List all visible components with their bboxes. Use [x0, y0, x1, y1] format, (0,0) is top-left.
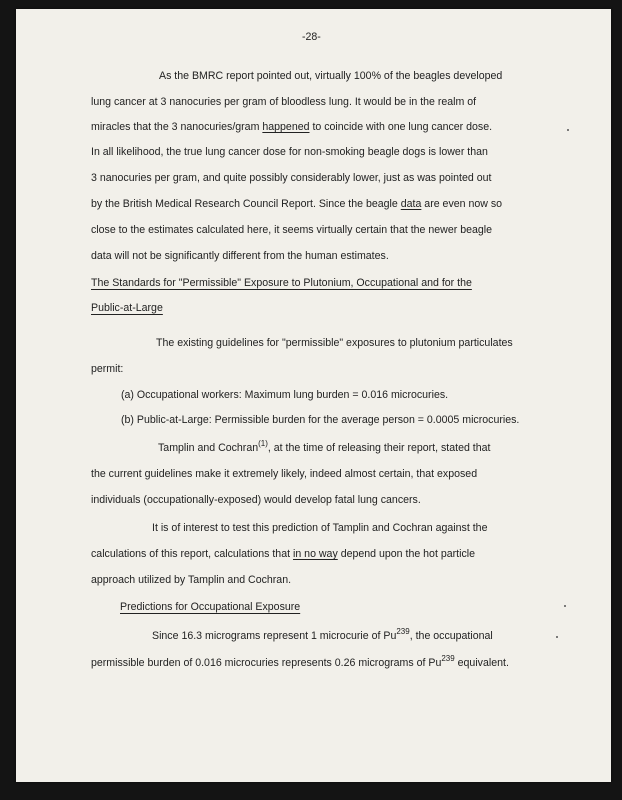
section-heading-standards-line2: Public-at-Large	[91, 302, 163, 314]
paragraph4-line1: It is of interest to test this prediction of Tamplin and Cochran against the	[152, 522, 488, 534]
paragraph5-line1	[152, 629, 493, 643]
text-segment: , the occupational	[409, 630, 493, 642]
text-segment: permissible burden of 0.016 microcuries represents 0.26 micrograms of Pu	[91, 657, 442, 669]
underlined-word: happened	[262, 121, 310, 133]
paragraph5-line2	[91, 656, 509, 670]
paragraph1-line5: 3 nanocuries per gram, and quite possibly considerably lower, just as was pointed out	[91, 172, 492, 184]
text-segment: Since 16.3 micrograms represent 1 microcurie of Pu	[152, 630, 397, 642]
paragraph2-line2: permit:	[91, 363, 124, 375]
paragraph1-line1: As the BMRC report pointed out, virtually 100% of the beagles developed	[159, 70, 503, 82]
text-segment: are even now so	[421, 198, 503, 210]
text-segment: Tamplin and Cochran	[158, 442, 259, 454]
section-heading-predictions: Predictions for Occupational Exposure	[120, 601, 301, 613]
underlined-word: data	[400, 198, 422, 210]
isotope-superscript: 239	[441, 654, 455, 663]
paragraph1-line8: data will not be significantly different from the human estimates.	[91, 250, 389, 262]
isotope-superscript: 239	[396, 627, 410, 636]
paragraph2-line1: The existing guidelines for "permissible" exposures to plutonium particulates	[156, 337, 513, 349]
paragraph1-line2: lung cancer at 3 nanocuries per gram of bloodless lung. It would be in the realm of	[91, 96, 477, 108]
scan-speck	[556, 636, 558, 638]
paragraph1-line4: In all likelihood, the true lung cancer dose for non-smoking beagle dogs is lower than	[91, 146, 488, 158]
paragraph3-line3: individuals (occupationally-exposed) would develop fatal lung cancers.	[91, 494, 421, 506]
list-item-b: (b) Public-at-Large: Permissible burden for the average person = 0.0005 microcuries.	[121, 414, 520, 426]
text-segment: equivalent.	[454, 657, 509, 669]
scan-speck	[564, 605, 566, 607]
paragraph3-line1	[158, 441, 490, 455]
paragraph1-line3	[91, 120, 492, 134]
text-segment: calculations of this report, calculations that	[91, 548, 293, 560]
text-segment: , at the time of releasing their report, stated that	[267, 442, 491, 454]
footnote-reference: (1)	[258, 439, 268, 448]
section-heading-standards-line1: The Standards for "Permissible" Exposure to Plutonium, Occupational and for the	[91, 277, 472, 289]
paragraph4-line3: approach utilized by Tamplin and Cochran.	[91, 574, 292, 586]
paragraph3-line2: the current guidelines make it extremely likely, indeed almost certain, that exposed	[91, 468, 478, 480]
underlined-phrase: in no way	[292, 548, 338, 560]
paragraph1-line6	[91, 197, 502, 211]
paragraph1-line7: close to the estimates calculated here, it seems virtually certain that the newer beagle	[91, 224, 493, 236]
paragraph4-line2	[91, 547, 475, 561]
document-page	[16, 9, 611, 782]
scan-speck	[567, 129, 569, 131]
page-number: -28-	[302, 31, 321, 43]
text-segment: to coincide with one lung cancer dose.	[309, 121, 493, 133]
text-segment: by the British Medical Research Council Report. Since the beagle	[91, 198, 401, 210]
text-segment: miracles that the 3 nanocuries/gram	[91, 121, 263, 133]
list-item-a: (a) Occupational workers: Maximum lung burden = 0.016 microcuries.	[121, 389, 449, 401]
text-segment: depend upon the hot particle	[337, 548, 475, 560]
